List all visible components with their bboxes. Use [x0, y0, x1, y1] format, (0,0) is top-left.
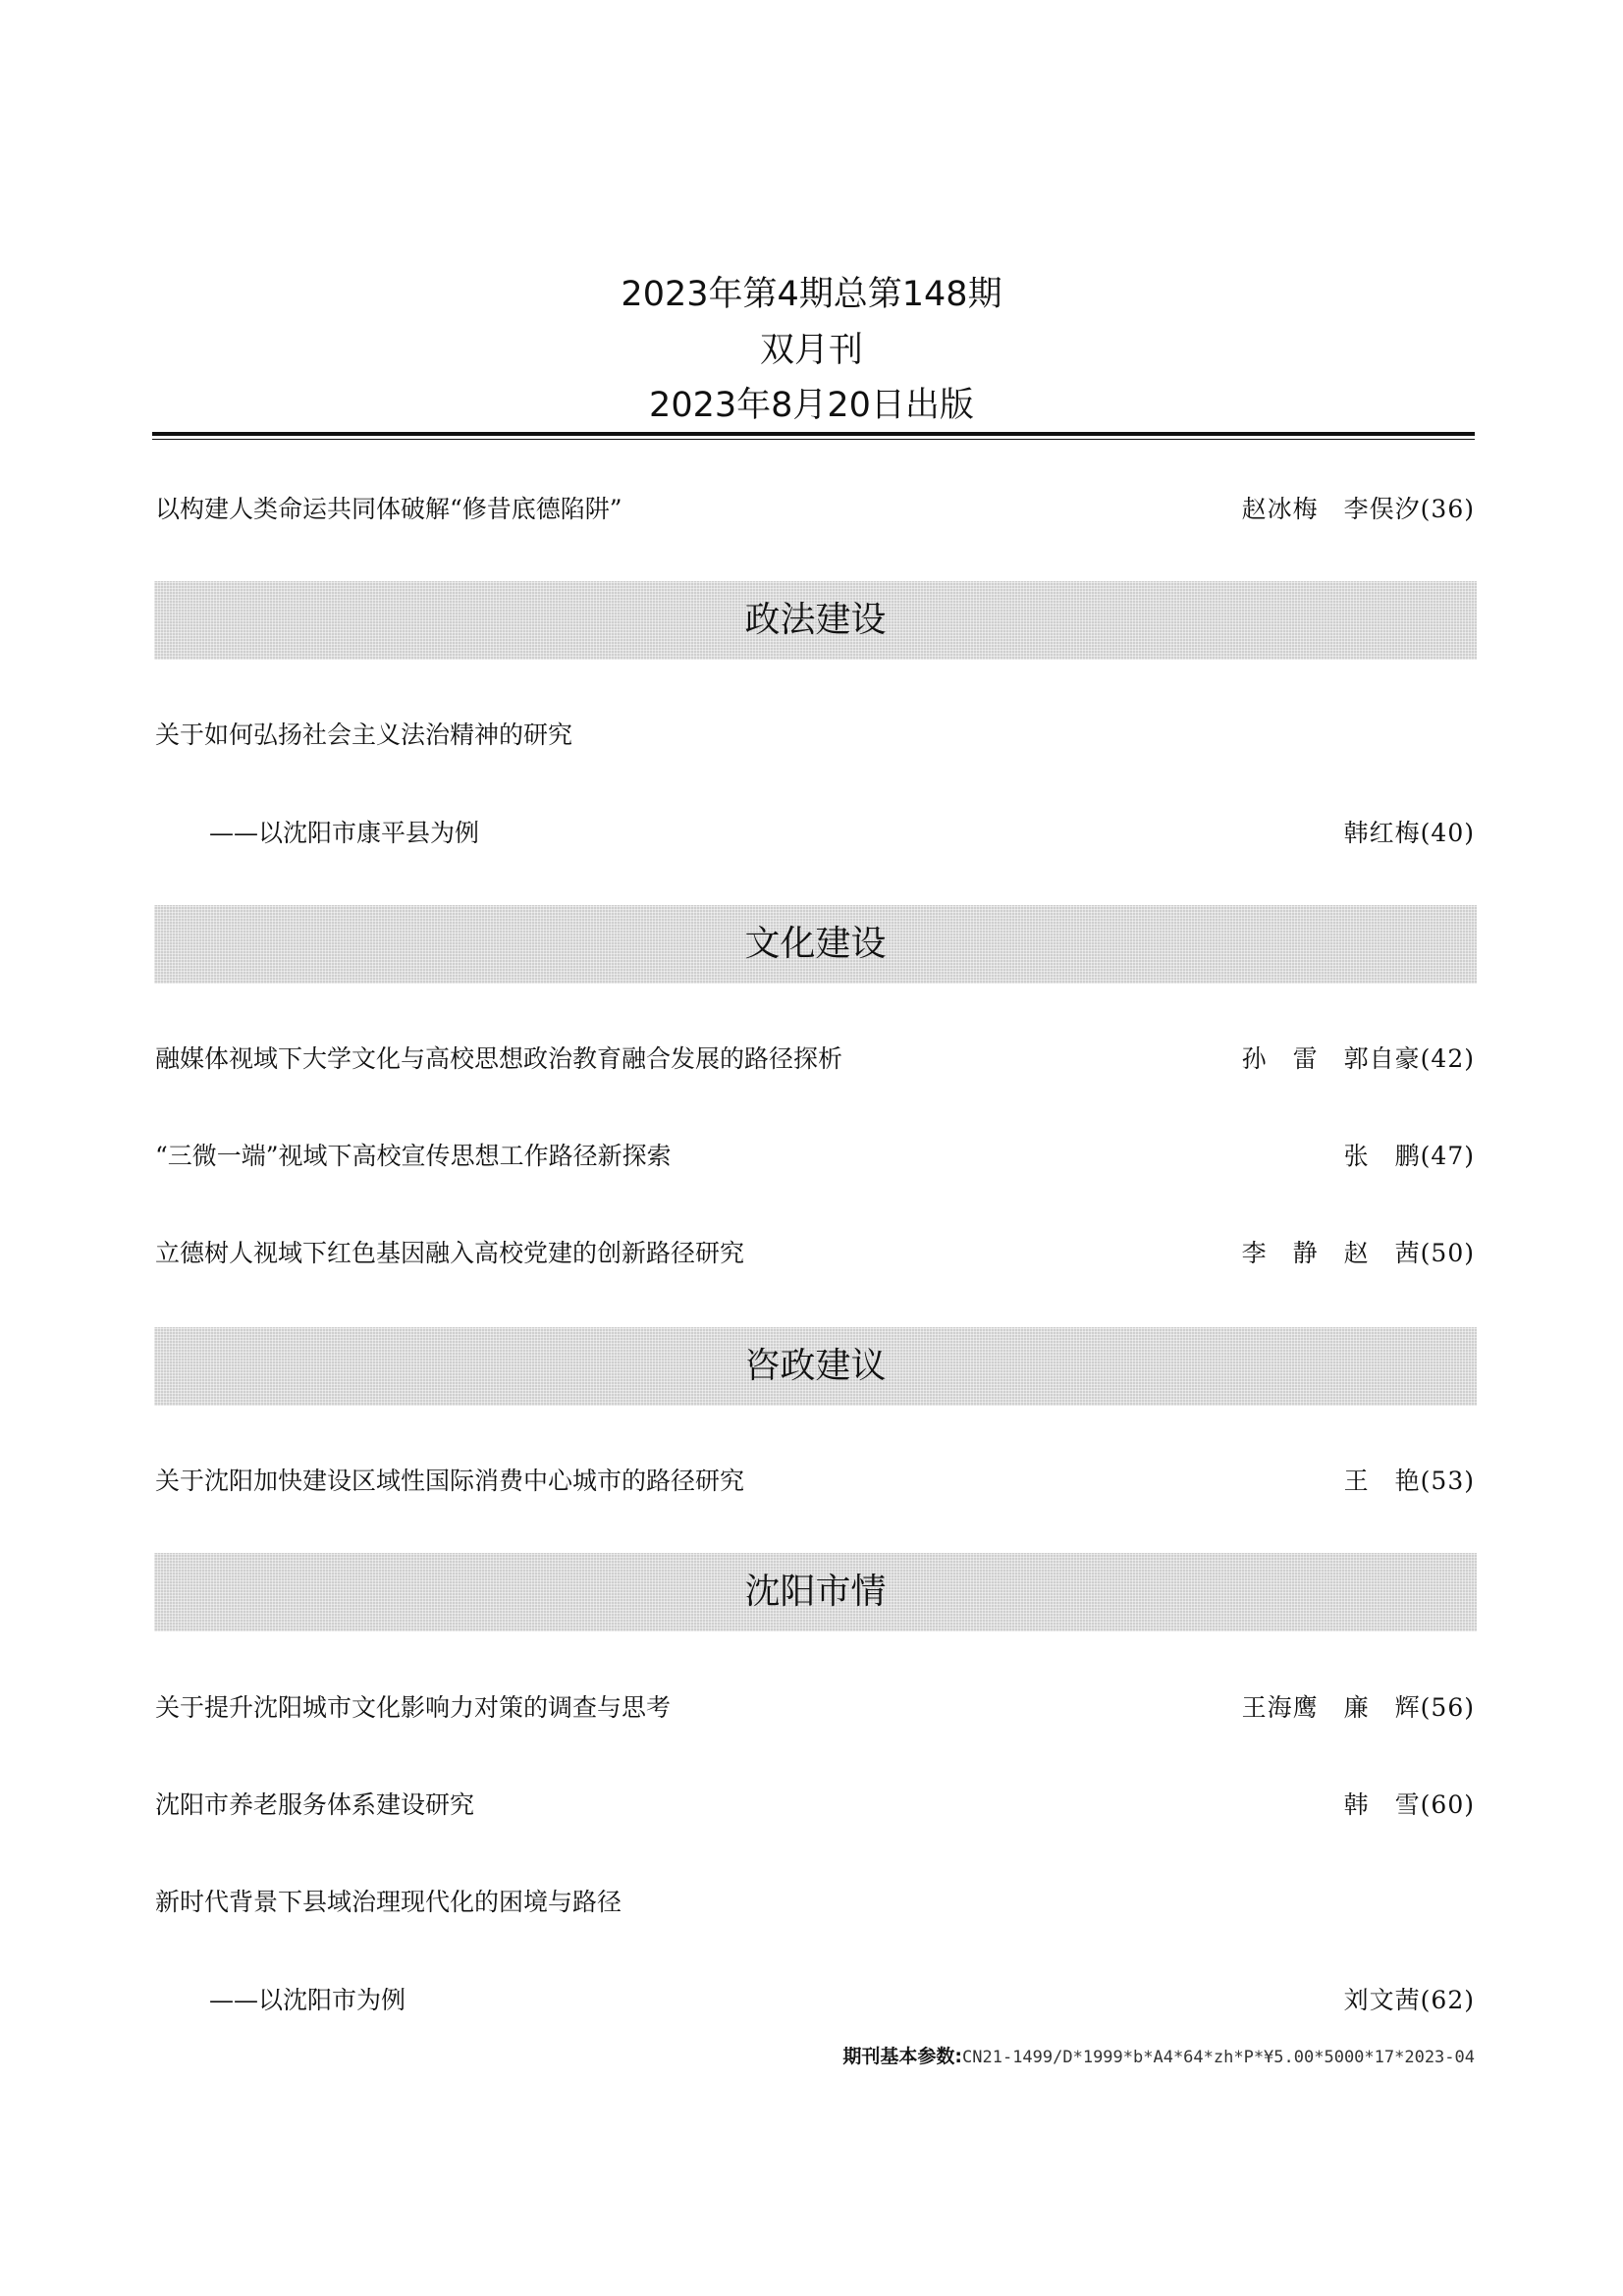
toc-entry[interactable] — [155, 1688, 1475, 1728]
section-heading-politics-law: 政法建设 — [154, 581, 1477, 660]
toc-entry-authors: 刘文茜(62) — [1343, 1986, 1475, 2014]
toc-entry-title: 关于提升沈阳城市文化影响力对策的调查与思考 — [155, 1693, 672, 1722]
section-heading-culture: 文化建设 — [154, 905, 1477, 984]
toc-entry-authors: 张 鹏(47) — [1343, 1142, 1475, 1170]
toc-entry-authors: 王 艳(53) — [1343, 1467, 1475, 1495]
toc-entry-title: 关于沈阳加快建设区域性国际消费中心城市的路径研究 — [155, 1467, 745, 1495]
header-rule-thin — [152, 439, 1475, 440]
toc-entry-title: 以构建人类命运共同体破解“修昔底德陷阱” — [155, 495, 622, 523]
journal-parameters-label: 期刊基本参数: — [842, 2046, 963, 2067]
toc-entry-title: 沈阳市养老服务体系建设研究 — [155, 1790, 475, 1819]
toc-entry-title: 融媒体视域下大学文化与高校思想政治教育融合发展的路径探析 — [155, 1044, 843, 1073]
header-rule-thick — [152, 432, 1475, 436]
toc-entry-authors: 韩 雪(60) — [1343, 1790, 1475, 1819]
toc-entry[interactable] — [155, 1462, 1475, 1501]
frequency-label: 双月刊 — [759, 331, 863, 370]
toc-entry[interactable] — [155, 1786, 1475, 1825]
toc-entry-subtitle-row[interactable] — [155, 814, 1475, 853]
toc-entry-authors: 李 静 赵 茜(50) — [1241, 1239, 1475, 1267]
section-heading-shenyang: 沈阳市情 — [154, 1553, 1477, 1631]
section-heading-advisory: 咨政建议 — [154, 1327, 1477, 1406]
toc-entry-authors: 赵冰梅 李俣汐(36) — [1241, 495, 1475, 523]
toc-entry[interactable] — [155, 490, 1475, 529]
toc-entry[interactable] — [155, 716, 1475, 755]
journal-parameters — [842, 2042, 1475, 2068]
toc-entry[interactable] — [155, 1883, 1475, 1922]
toc-entry-title: 关于如何弘扬社会主义法治精神的研究 — [155, 721, 573, 749]
toc-entry-authors: 王海鹰 廉 辉(56) — [1241, 1693, 1475, 1722]
toc-entry-subtitle: ——以沈阳市为例 — [209, 1986, 406, 2014]
toc-entry[interactable] — [155, 1040, 1475, 1079]
toc-entry-authors: 孙 雷 郭自豪(42) — [1241, 1044, 1475, 1073]
toc-entry-title: “三微一端”视域下高校宣传思想工作路径新探索 — [155, 1142, 672, 1170]
journal-parameters-value: CN21-1499/D*1999*b*A4*64*zh*P*¥5.00*5000*17*2023-04 — [962, 2048, 1475, 2067]
issue-line: 2023年第4期总第148期 — [621, 275, 1002, 314]
toc-entry-title: 新时代背景下县域治理现代化的困境与路径 — [155, 1888, 622, 1916]
toc-entry-subtitle: ——以沈阳市康平县为例 — [209, 819, 480, 847]
toc-entry-authors: 韩红梅(40) — [1343, 819, 1475, 847]
publish-date: 2023年8月20日出版 — [649, 386, 974, 425]
toc-entry[interactable] — [155, 1137, 1475, 1176]
toc-entry-subtitle-row[interactable] — [155, 1981, 1475, 2020]
toc-entry-title: 立德树人视域下红色基因融入高校党建的创新路径研究 — [155, 1239, 745, 1267]
toc-entry[interactable] — [155, 1234, 1475, 1273]
